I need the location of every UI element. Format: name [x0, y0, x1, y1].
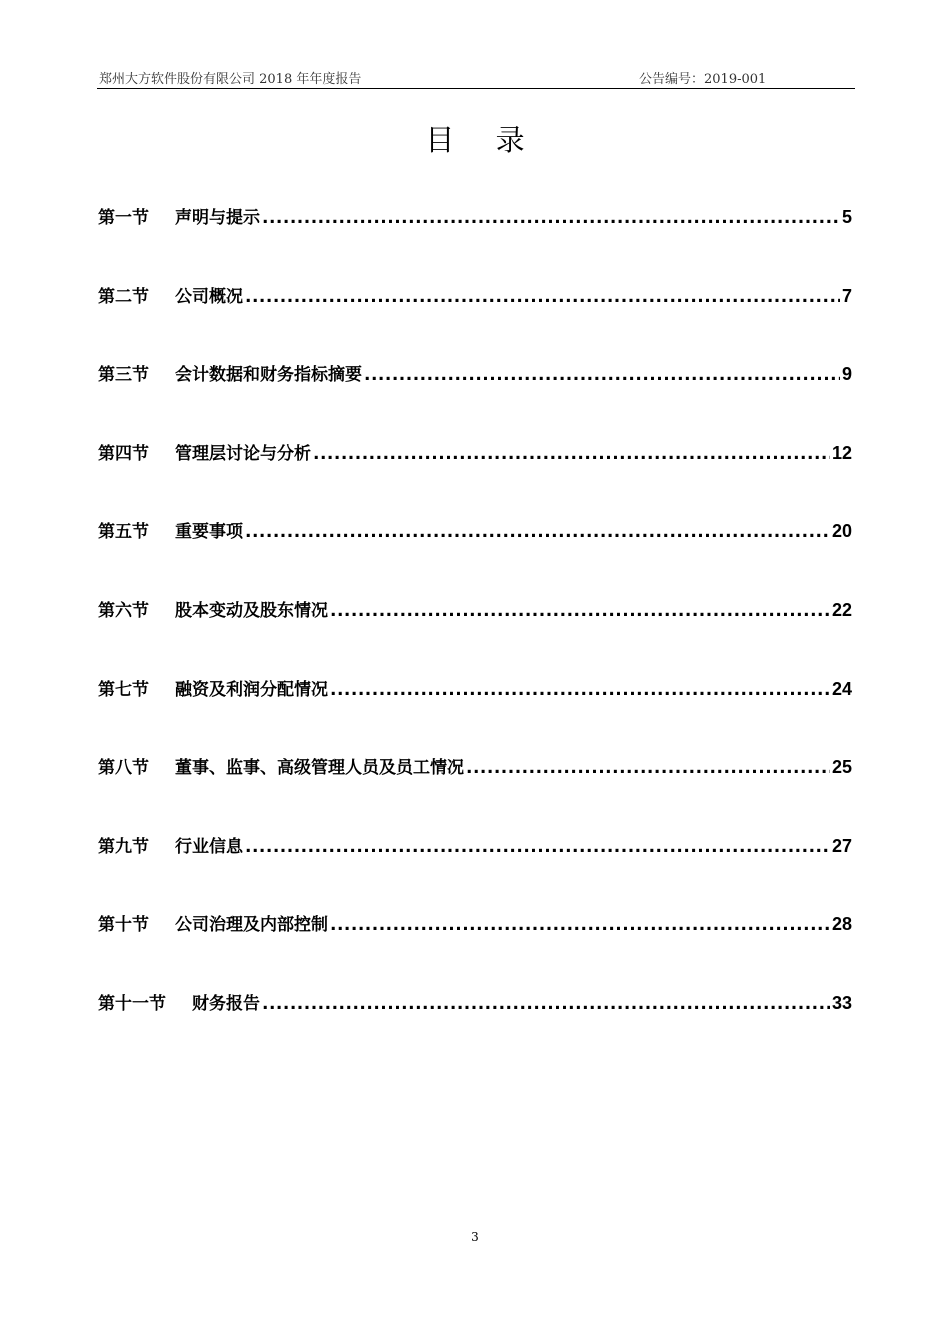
toc-section-label: 第八节 — [98, 758, 149, 779]
toc-section-name: 重要事项 — [175, 522, 243, 543]
toc-section-label: 第十节 — [98, 915, 149, 936]
toc-page-number: 12 — [831, 442, 852, 463]
toc-section-label: 第十一节 — [98, 993, 166, 1014]
toc-leader-dots — [364, 365, 840, 385]
toc-section-label: 第四节 — [98, 443, 149, 464]
toc-section-label: 第二节 — [98, 286, 149, 307]
toc-section-name: 公司治理及内部控制 — [175, 915, 328, 936]
toc-leader-dots — [245, 522, 830, 542]
toc-section-label: 第七节 — [98, 679, 149, 700]
toc-page-number: 9 — [841, 364, 852, 385]
toc-page-number: 24 — [831, 678, 852, 699]
toc-section-name: 管理层讨论与分析 — [175, 443, 311, 464]
toc-entry-10[interactable] — [98, 910, 852, 989]
toc-entry-7[interactable] — [98, 675, 852, 754]
toc-entry-5[interactable] — [98, 517, 852, 596]
toc-leader-dots — [262, 208, 840, 228]
toc-page-number: 20 — [831, 521, 852, 542]
toc-page-number: 33 — [831, 992, 852, 1013]
toc-page-number: 27 — [831, 835, 852, 856]
toc-entry-6[interactable] — [98, 596, 852, 675]
table-of-contents — [98, 203, 852, 1068]
toc-section-label: 第一节 — [98, 208, 149, 228]
toc-section-label: 第九节 — [98, 836, 149, 857]
toc-leader-dots — [330, 915, 830, 935]
toc-leader-dots — [313, 444, 830, 464]
toc-leader-dots — [330, 601, 830, 621]
toc-section-name: 董事、监事、高级管理人员及员工情况 — [175, 758, 464, 779]
toc-section-label: 第五节 — [98, 522, 149, 543]
toc-section-name: 股本变动及股东情况 — [175, 600, 328, 621]
toc-entry-11[interactable] — [98, 989, 852, 1068]
toc-page-number: 25 — [831, 757, 852, 778]
toc-section-name: 融资及利润分配情况 — [175, 679, 328, 700]
toc-page-number: 7 — [841, 285, 852, 306]
page-header — [97, 66, 855, 89]
toc-leader-dots — [245, 287, 840, 307]
toc-entry-8[interactable] — [98, 753, 852, 832]
toc-section-name: 财务报告 — [192, 993, 260, 1014]
toc-page-number: 28 — [831, 914, 852, 935]
page-number: 3 — [471, 1230, 479, 1244]
toc-entry-9[interactable] — [98, 832, 852, 911]
toc-section-name: 行业信息 — [175, 836, 243, 857]
toc-entry-2[interactable] — [98, 282, 852, 361]
toc-section-name: 会计数据和财务指标摘要 — [175, 365, 362, 386]
toc-entry-1[interactable] — [98, 203, 852, 282]
toc-section-label: 第三节 — [98, 365, 149, 386]
toc-section-label: 第六节 — [98, 600, 149, 621]
toc-section-name: 公司概况 — [175, 286, 243, 307]
toc-page-number: 22 — [831, 599, 852, 620]
toc-section-name: 声明与提示 — [175, 208, 260, 228]
toc-leader-dots — [262, 994, 830, 1014]
toc-page-number: 5 — [841, 207, 852, 227]
toc-entry-4[interactable] — [98, 439, 852, 518]
header-notice-number: 公告编号：2019-001 — [639, 72, 767, 87]
page-title: 目 录 — [425, 123, 541, 157]
toc-entry-3[interactable] — [98, 360, 852, 439]
toc-leader-dots — [466, 758, 830, 778]
toc-leader-dots — [245, 837, 830, 857]
header-company: 郑州大方软件股份有限公司 2018 年年度报告 — [99, 72, 362, 87]
toc-leader-dots — [330, 680, 830, 700]
